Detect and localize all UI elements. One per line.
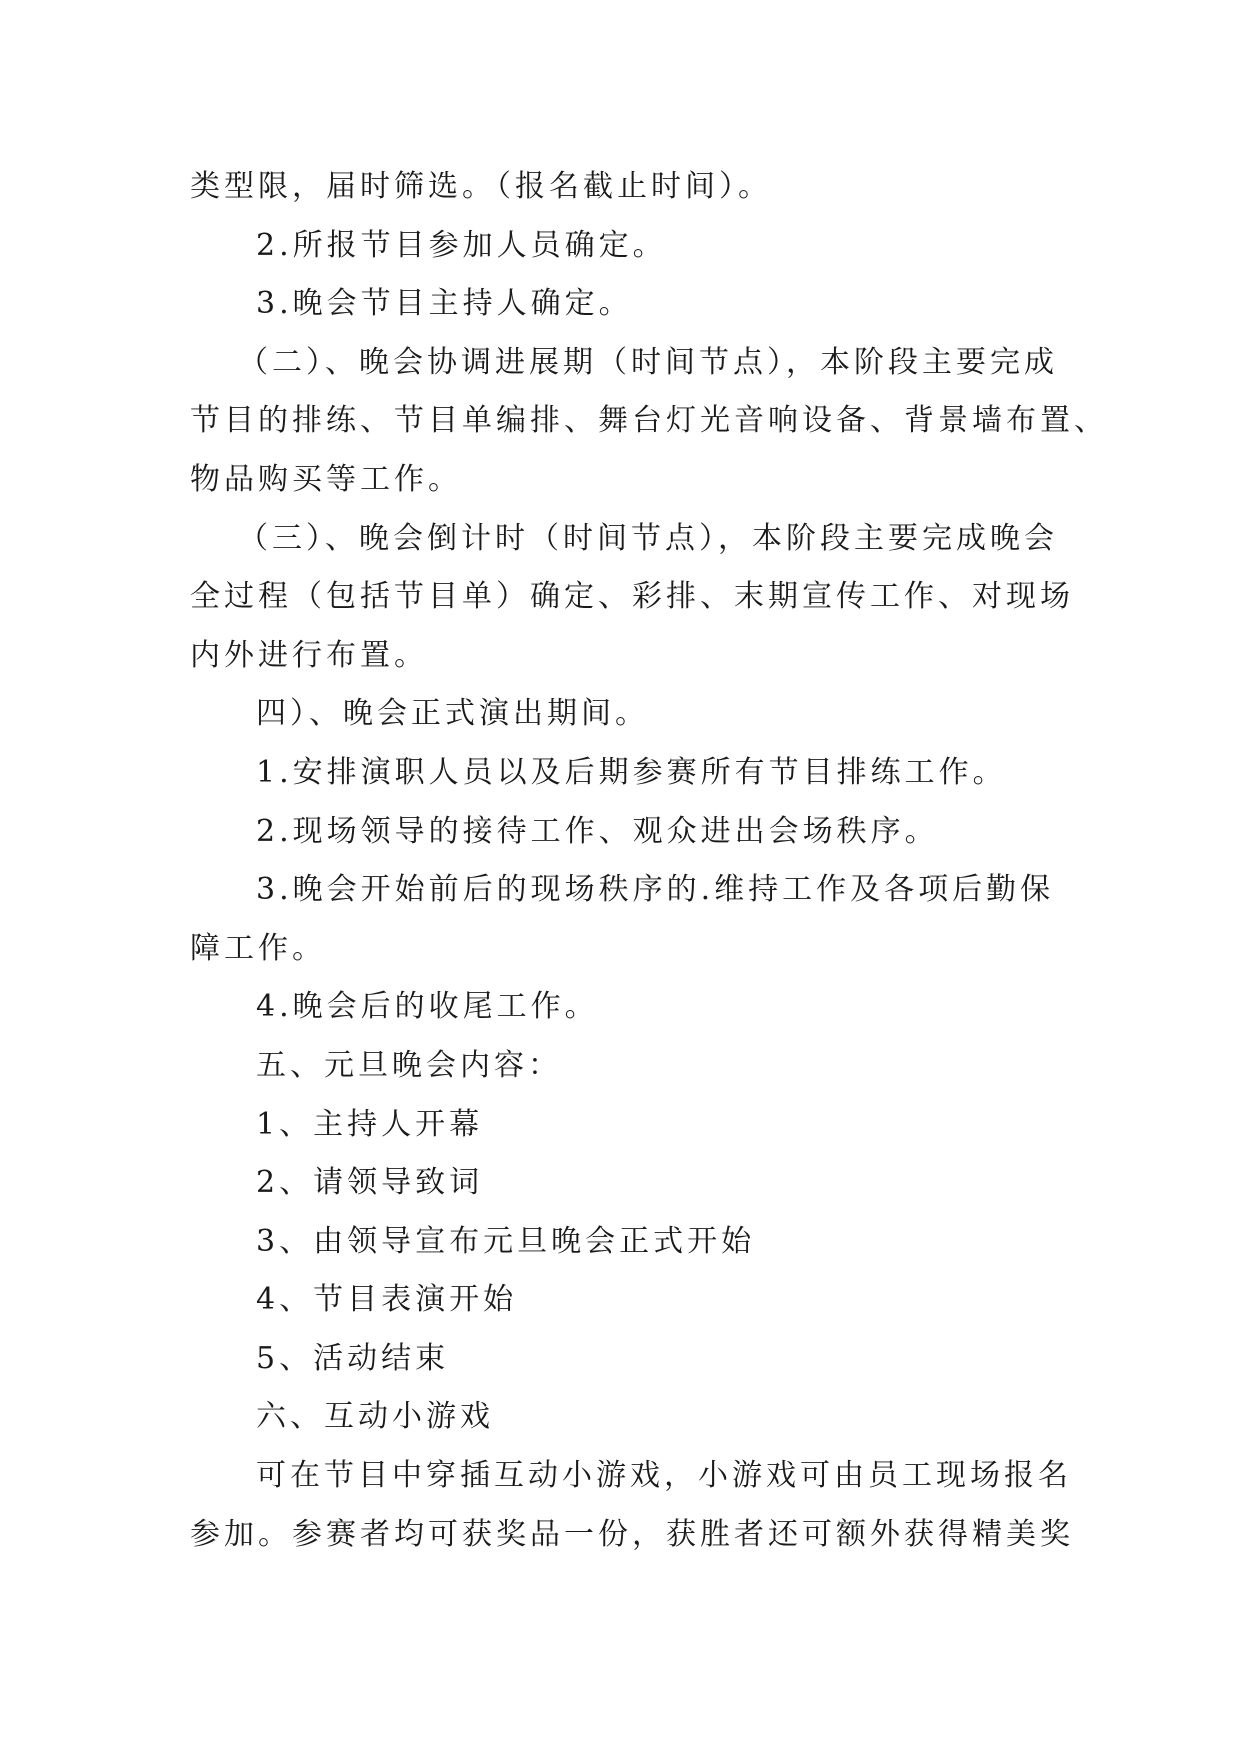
text-line: 四）、晚会正式演出期间。	[256, 696, 649, 732]
text-line: 节目的排练、节目单编排、舞台灯光音响设备、背景墙布置、	[190, 403, 1108, 439]
text-line: （二）、晚会协调进展期（时间节点），本阶段主要完成	[238, 344, 1058, 380]
text-line: 2.现场领导的接待工作、观众进出会场秩序。	[256, 813, 939, 849]
document-body	[190, 158, 1108, 1564]
list-item: 2、请领导致词	[256, 1165, 484, 1201]
text-line: 物品购买等工作。	[190, 461, 462, 497]
section-heading: 六、互动小游戏	[256, 1399, 494, 1435]
text-line: 可在节目中穿插互动小游戏，小游戏可由员工现场报名	[256, 1458, 1072, 1494]
section-heading: 五、元旦晚会内容：	[256, 1047, 562, 1083]
text-line: 障工作。	[190, 930, 326, 966]
text-line: 全过程（包括节目单）确定、彩排、末期宣传工作、对现场	[190, 579, 1074, 615]
text-line: 参加。参赛者均可获奖品一份，获胜者还可额外获得精美奖	[190, 1516, 1074, 1552]
list-item: 4、节目表演开始	[256, 1282, 518, 1318]
list-item: 3、由领导宣布元旦晚会正式开始	[256, 1223, 756, 1259]
text-line: （三）、晚会倒计时（时间节点），本阶段主要完成晚会	[238, 520, 1058, 556]
text-line: 类型限，届时筛选。（报名截止时间）。	[190, 169, 772, 204]
list-item: 5、活动结束	[256, 1340, 450, 1376]
text-line: 4.晚会后的收尾工作。	[256, 989, 599, 1025]
text-line: 1.安排演职人员以及后期参赛所有节目排练工作。	[256, 754, 1007, 790]
text-line: 3.晚会开始前后的现场秩序的.维持工作及各项后勤保	[256, 872, 1055, 908]
text-line: 3.晚会节目主持人确定。	[256, 286, 633, 322]
list-item: 1、主持人开幕	[256, 1106, 484, 1142]
text-line: 2.所报节目参加人员确定。	[256, 227, 667, 263]
text-line: 内外进行布置。	[190, 637, 428, 673]
